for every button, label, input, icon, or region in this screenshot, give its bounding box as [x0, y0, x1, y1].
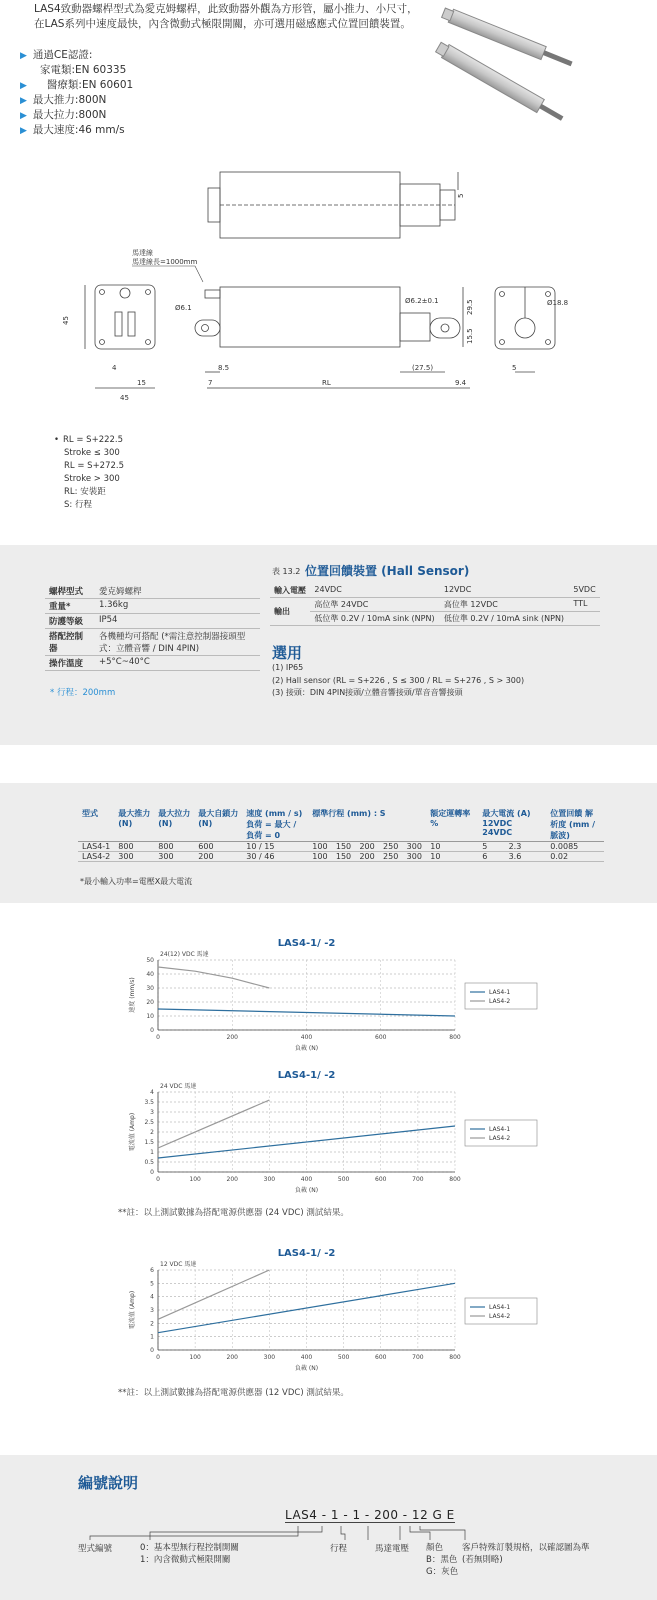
y-tick-label: 0	[150, 1169, 154, 1176]
series-line-las4-2	[158, 967, 269, 988]
x-axis-label: 負載 (N)	[294, 1187, 319, 1194]
dim-rl: RL	[322, 379, 331, 387]
y-tick-label: 0	[150, 1027, 154, 1034]
dim-275: (27.5)	[412, 364, 434, 372]
legend-entry: LAS4-1	[489, 1126, 511, 1133]
chart-subtitle: 24 VDC 馬達	[160, 1083, 197, 1090]
x-tick-label: 700	[412, 1176, 424, 1183]
triangle-icon: ▶	[20, 111, 27, 121]
model-footnote: *最小輸入功率=電壓X最大電流	[80, 877, 193, 886]
chart-svg	[40, 938, 540, 1058]
dim-94: 9.4	[455, 379, 467, 387]
label-custom: 客戶特殊訂製規格，以確認圖為準 (若無則略)	[462, 1543, 590, 1565]
option-item: (1) IP65	[272, 663, 304, 672]
y-tick-label: 3	[150, 1109, 154, 1116]
x-tick-label: 800	[449, 1034, 461, 1041]
dim-15: 15	[137, 379, 146, 387]
spec-row: 搭配控制器 各機種均可搭配 (*需注意控制器接頭型式：立體音響 / DIN 4PIN)	[45, 629, 260, 656]
legend-box	[465, 983, 537, 1009]
legend-box	[465, 1298, 537, 1324]
chart-current-12v	[40, 1248, 540, 1378]
x-tick-label: 500	[337, 1176, 350, 1183]
chart-subtitle: 24(12) VDC 馬達	[160, 951, 209, 958]
x-tick-label: 300	[263, 1176, 276, 1183]
chart-note-12v: **註：以上測試數據為搭配電源供應器 (12 VDC) 測試結果。	[118, 1388, 349, 1398]
spec-footnote: * 行程：200mm	[50, 688, 116, 698]
triangle-icon: ▶	[20, 81, 27, 91]
x-tick-label: 0	[156, 1176, 160, 1183]
y-tick-label: 10	[146, 1013, 154, 1020]
series-line-las4-2	[158, 1100, 269, 1148]
dim-45-horizontal: 45	[120, 394, 129, 402]
coding-title: 編號說明	[78, 1474, 139, 1492]
x-axis-label: 負載 (N)	[294, 1045, 319, 1052]
x-tick-label: 0	[156, 1034, 160, 1041]
y-tick-label: 20	[146, 999, 154, 1006]
chart-current-24v	[40, 1070, 540, 1200]
x-tick-label: 800	[449, 1176, 461, 1183]
x-tick-label: 400	[300, 1354, 313, 1361]
chart-title: LAS4-1/ -2	[277, 1070, 336, 1081]
label-switch: 0：基本型無行程控制開關 1：內含微動式極限開關	[140, 1543, 239, 1565]
x-tick-label: 600	[375, 1034, 387, 1041]
chart-svg	[40, 1070, 540, 1200]
y-tick-label: 5	[150, 1280, 154, 1288]
chart-speed	[40, 938, 540, 1058]
y-tick-label: 1.5	[144, 1139, 154, 1146]
x-tick-label: 500	[337, 1354, 350, 1361]
hall-table: 輸入電壓 24VDC 12VDC 5VDC 輸出 高位準 24VDC 高位準 12VDC TTL 低位準 0.2V / 10mA sink (NPN) 低位準 0.2V / 10mA sink (NPN)	[270, 584, 600, 626]
y-tick-label: 4	[150, 1293, 154, 1301]
chart-title: LAS4-1/ -2	[277, 938, 336, 949]
options-title: 選用	[272, 644, 303, 662]
spec-row: 防護等級 IP54	[45, 614, 260, 629]
x-axis-label: 負載 (N)	[294, 1365, 319, 1372]
x-tick-label: 200	[226, 1354, 238, 1361]
intro-paragraph: LAS4致動器螺桿型式為愛克姆螺桿，此致動器外觀為方形管，屬小推力、小尺寸，在LAS系列中速度最快，內含微動式極限開關，亦可選用磁感應式位置回饋裝置。	[34, 3, 418, 30]
motor-cable-label: 馬達線	[132, 249, 153, 257]
chart-title: LAS4-1/ -2	[277, 1248, 336, 1259]
x-tick-label: 200	[226, 1176, 238, 1183]
dim-188: Ø18.8	[547, 299, 569, 307]
hall-title: 位置回饋裝置 (Hall Sensor)	[305, 564, 470, 578]
y-tick-label: 2	[150, 1320, 154, 1328]
rl-notes	[54, 434, 125, 512]
x-tick-label: 200	[226, 1034, 238, 1041]
x-tick-label: 300	[263, 1354, 276, 1361]
dim-4: 4	[112, 364, 117, 372]
spec-row: 操作溫度 +5°C~40°C	[45, 656, 260, 671]
legend-entry: LAS4-1	[489, 1304, 511, 1311]
y-axis-label: 電流值 (Amp)	[129, 1112, 136, 1152]
label-color: 顏色 B：黑色 G：灰色	[426, 1543, 459, 1577]
chart-subtitle: 12 VDC 馬達	[160, 1261, 197, 1268]
dim-85: 8.5	[218, 364, 230, 372]
coding-lines	[0, 1524, 657, 1544]
label-stroke: 行程	[330, 1544, 348, 1554]
rl-note: Stroke ≤ 300	[64, 448, 120, 458]
y-tick-label: 40	[146, 971, 154, 978]
dim-295: 29.5	[466, 299, 474, 315]
bullet-appliance: 家電類:EN 60335	[40, 64, 127, 76]
spec-table	[45, 584, 260, 671]
legend-box	[465, 1120, 537, 1146]
table-row: LAS4-1 800 800 600 10 / 15 100 150 200 250 300 10 5 2.3 0.0085	[78, 842, 604, 852]
y-tick-label: 2	[150, 1129, 154, 1136]
bullet-medical: ▶ 醫療類:EN 60601	[20, 79, 134, 91]
legend-entry: LAS4-2	[489, 998, 511, 1005]
label-voltage: 馬達電壓	[375, 1544, 410, 1554]
product-photo	[425, 5, 585, 130]
y-tick-label: 3	[150, 1307, 154, 1314]
y-tick-label: 3.5	[144, 1099, 154, 1106]
spec-row: 重量* 1.36kg	[45, 599, 260, 614]
legend-entry: LAS4-1	[489, 989, 511, 996]
x-tick-label: 600	[375, 1176, 387, 1183]
label-type: 型式編號	[78, 1544, 113, 1554]
y-tick-label: 0	[150, 1347, 154, 1354]
chart-svg	[40, 1248, 540, 1378]
y-tick-label: 1	[150, 1149, 154, 1156]
rl-note: RL: 安裝距	[64, 487, 106, 497]
x-tick-label: 400	[300, 1034, 313, 1041]
model-code: LAS4 - 1 - 1 - 200 - 12 G E	[285, 1508, 455, 1522]
option-item: (2) Hall sensor (RL = S+226 , S ≤ 300 / RL = S+276 , S > 300)	[272, 675, 525, 685]
table-row: LAS4-2 300 300 200 30 / 46 100 150 200 250 300 10 6 3.6 0.02	[78, 852, 604, 862]
x-tick-label: 100	[189, 1354, 201, 1361]
y-tick-label: 30	[146, 985, 154, 992]
dim-5-right: 5	[512, 364, 517, 372]
technical-drawing	[60, 160, 570, 420]
model-table: 型式 最大推力 (N) 最大拉力 (N) 最大自鎖力 (N) 速度 (mm / s) 負荷 = 最大 / 負荷 = 0 標準行程 (mm) : S 額定運轉率 % 最大電流 (A) 12VDC 24VDC 位置回饋 解析度 (mm / 脈波) LAS4-1 800 800 600 10 / 15 100 150 200 250 300 10 5 2.3 0.0085 LAS4-2 300 300 200 30 / 46 100 150 200 250 300 10 6 3.6 0.02	[78, 808, 604, 862]
rl-note: Stroke > 300	[64, 474, 120, 484]
series-line-las4-1	[158, 1009, 455, 1016]
rl-note: S: 行程	[64, 500, 92, 510]
top-view	[208, 172, 458, 238]
bullet-ce: ▶ 通過CE認證:	[20, 49, 93, 61]
x-tick-label: 0	[156, 1354, 160, 1361]
x-tick-label: 600	[375, 1354, 387, 1361]
option-item: (3) 接頭：DIN 4PIN接頭/立體音響接頭/單音音響接頭	[272, 688, 463, 697]
dim-45-vertical: 45	[62, 316, 70, 325]
y-tick-label: 6	[150, 1267, 154, 1274]
triangle-icon: ▶	[20, 51, 27, 61]
x-tick-label: 400	[300, 1176, 313, 1183]
series-line-las4-2	[158, 1270, 269, 1319]
triangle-icon: ▶	[20, 96, 27, 106]
left-end-view	[85, 285, 155, 388]
dim-7: 7	[208, 379, 213, 387]
bullet-push: ▶ 最大推力:800N	[20, 94, 107, 106]
bullet-pull: ▶ 最大拉力:800N	[20, 109, 107, 121]
y-tick-label: 4	[150, 1089, 154, 1096]
y-tick-label: 0.5	[144, 1159, 154, 1166]
options-list	[272, 662, 524, 700]
motor-cable-length: 馬達線長=1000mm	[132, 258, 198, 266]
y-axis-label: 速度 (mm/s)	[129, 977, 136, 1013]
chart-note-24v: **註：以上測試數據為搭配電源供應器 (24 VDC) 測試結果。	[118, 1208, 349, 1218]
x-tick-label: 100	[189, 1176, 201, 1183]
hall-table-no: 表 13.2	[272, 567, 301, 576]
rl-note: RL = S+272.5	[64, 461, 125, 471]
y-tick-label: 2.5	[144, 1119, 154, 1126]
y-axis-label: 電流值 (Amp)	[129, 1290, 136, 1330]
legend-entry: LAS4-2	[489, 1313, 511, 1320]
legend-entry: LAS4-2	[489, 1135, 511, 1142]
rl-note: • RL = S+222.5	[54, 435, 124, 445]
right-end-view	[495, 287, 555, 372]
dim-5-top: 5	[457, 193, 465, 198]
spec-row: 螺桿型式 愛克姆螺桿	[45, 584, 260, 599]
y-tick-label: 50	[146, 957, 154, 964]
x-tick-label: 800	[449, 1354, 461, 1361]
dim-62: Ø6.2±0.1	[405, 297, 439, 305]
dim-155: 15.5	[466, 328, 474, 344]
bullet-speed: ▶ 最大速度:46 mm/s	[20, 124, 125, 136]
triangle-icon: ▶	[20, 126, 27, 136]
bullet-dot-icon: •	[54, 435, 60, 445]
dim-61: Ø6.1	[175, 304, 192, 312]
x-tick-label: 700	[412, 1354, 424, 1361]
y-tick-label: 1	[150, 1333, 154, 1341]
